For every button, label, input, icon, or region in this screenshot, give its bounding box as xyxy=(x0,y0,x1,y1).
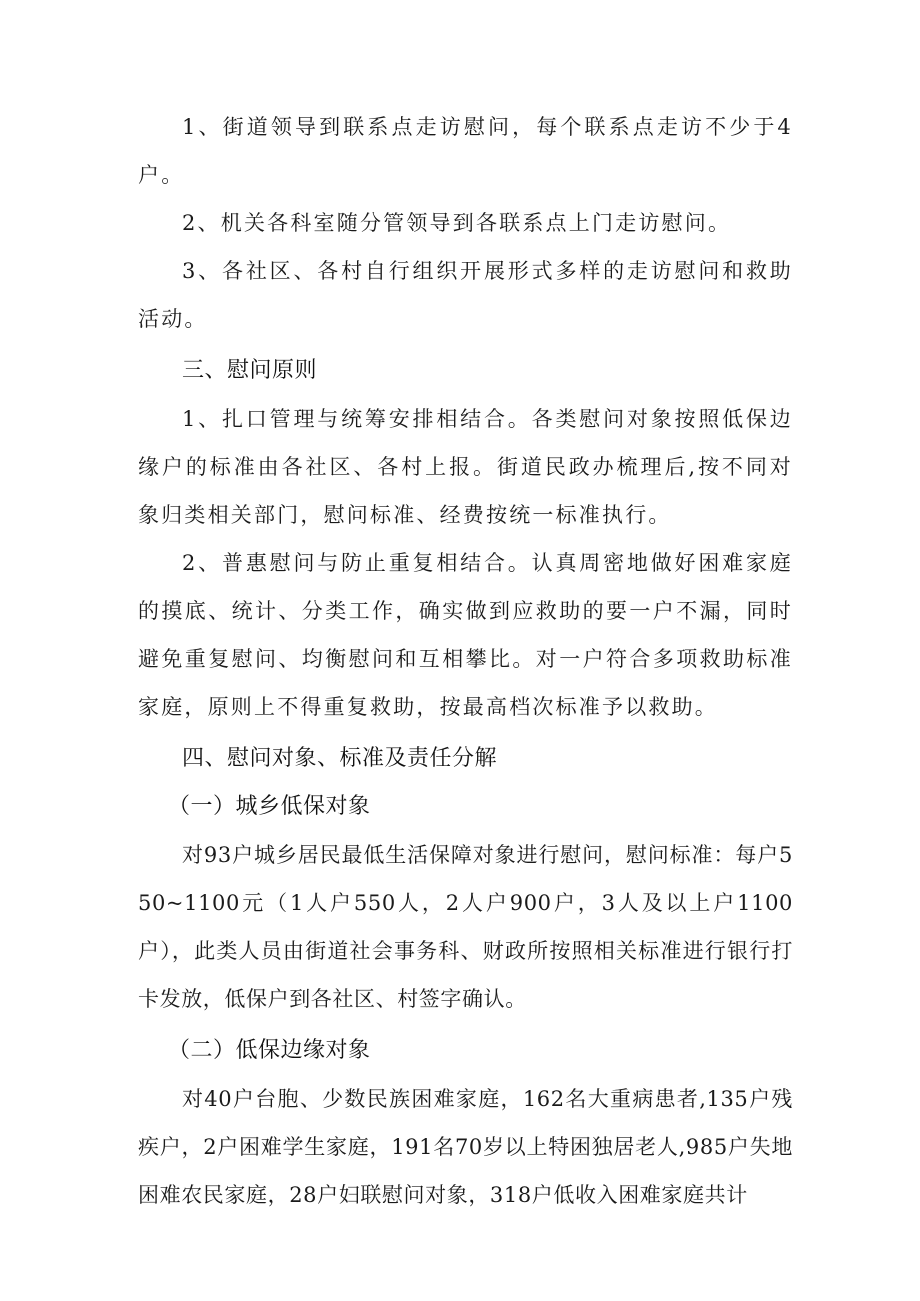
paragraph-principle-2: 2、普惠慰问与防止重复相结合。认真周密地做好困难家庭的摸底、统计、分类工作，确实做到应救助的要一户不漏，同时避免重复慰问、均衡慰问和互相攀比。对一户符合多项救助标准家庭，原则上不得重复救助，按最高档次标准予以救助。 xyxy=(138,551,793,719)
paragraph-departments-visits: 2、机关各科室随分管领导到各联系点上门走访慰问。 xyxy=(182,211,732,235)
heading-principles: 三、慰问原则 xyxy=(182,358,318,383)
subheading-marginal: （二）低保边缘对象 xyxy=(168,1038,371,1063)
document-body xyxy=(138,103,793,1219)
paragraph-minimum-living: 对93户城乡居民最低生活保障对象进行慰问，慰问标准：每户550~1100元（1人户550人，2人户900户，3人及以上户1100户），此类人员由街道社会事务科、财政所按照相关标准进行银行打卡发放，低保户到各社区、村签字确认。 xyxy=(138,843,793,1011)
paragraph-leader-visits: 1、街道领导到联系点走访慰问，每个联系点走访不少于4户。 xyxy=(138,115,793,187)
heading-targets: 四、慰问对象、标准及责任分解 xyxy=(182,746,498,771)
paragraph-principle-1: 1、扎口管理与统筹安排相结合。各类慰问对象按照低保边缘户的标准由各社区、各村上报。街道民政办梳理后,按不同对象归类相关部门，慰问标准、经费按统一标准执行。 xyxy=(138,407,793,527)
paragraph-marginal: 对40户台胞、少数民族困难家庭，162名大重病患者,135户残疾户，2户困难学生家庭，191名70岁以上特困独居老人,985户失地困难农民家庭，28户妇联慰问对象，318户低收入困难家庭共计 xyxy=(138,1087,793,1207)
subheading-minimum-living: （一）城乡低保对象 xyxy=(168,794,371,819)
paragraph-community-activities: 3、各社区、各村自行组织开展形式多样的走访慰问和救助活动。 xyxy=(138,259,793,331)
